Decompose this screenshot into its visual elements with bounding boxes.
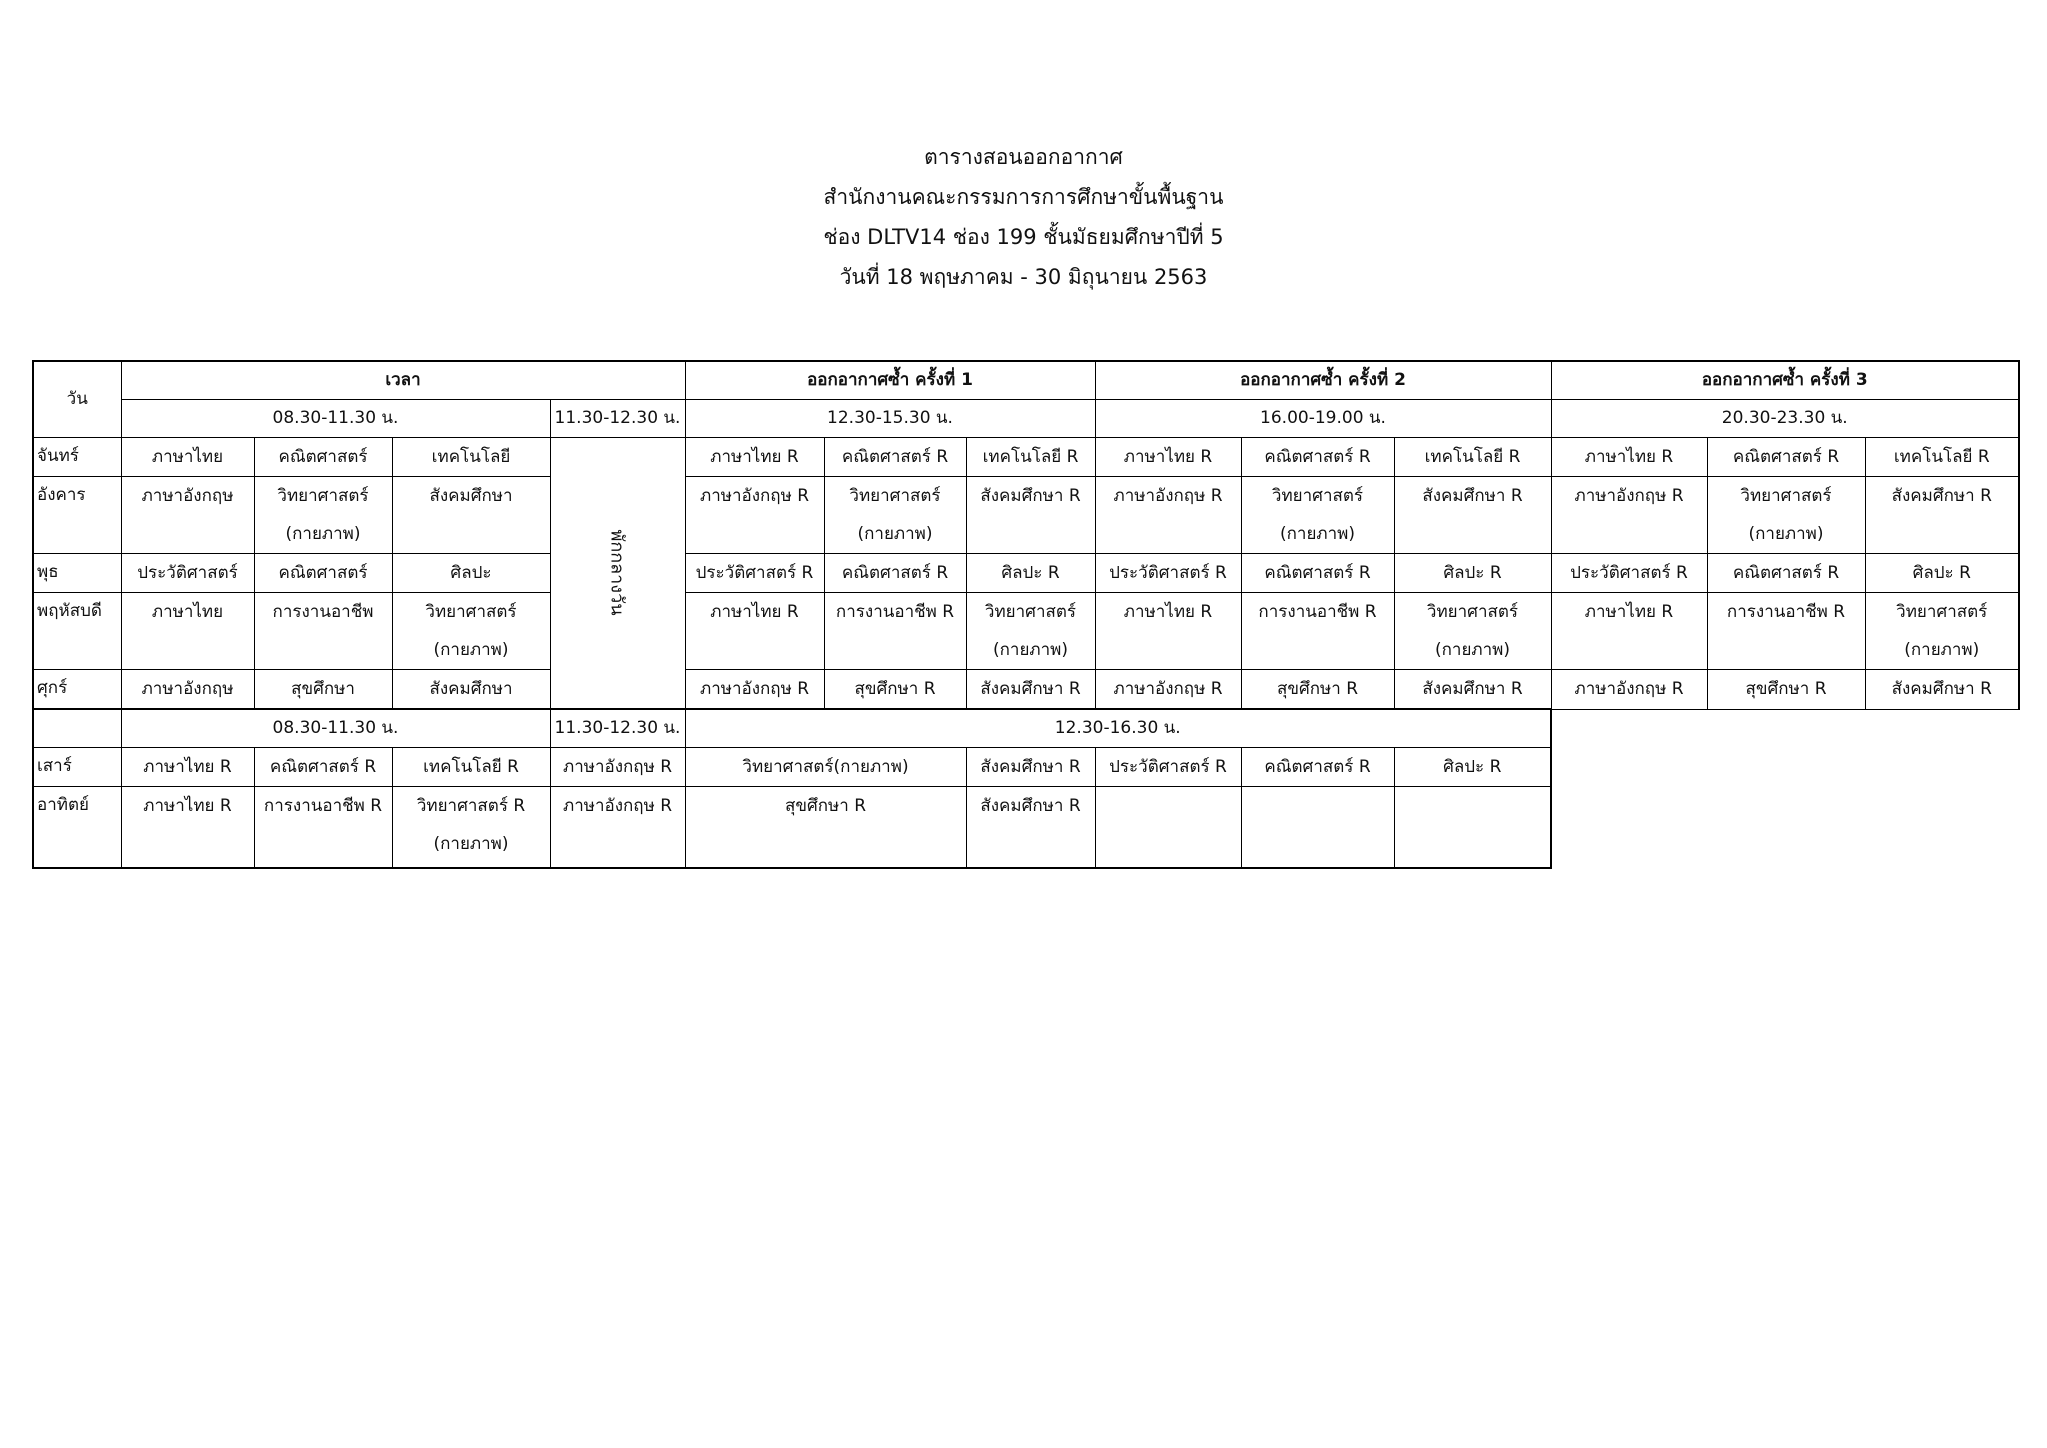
- rerun-header: ออกอากาศซ้ำ ครั้งที่ 1: [685, 361, 1095, 400]
- cell-text: (กายภาพ): [433, 640, 509, 660]
- weekday-row: [33, 554, 2019, 593]
- rerun-slot: [1865, 477, 2019, 554]
- cell-text: ภาษาอังกฤษ R: [1113, 486, 1223, 506]
- cell-text: วิทยาศาสตร์: [1896, 602, 1988, 622]
- cell-text: วิทยาศาสตร์: [1740, 486, 1832, 506]
- cell-text: คณิตศาสตร์ R: [1264, 757, 1371, 777]
- broadcast-schedule-table: [32, 360, 2020, 869]
- rerun-slot: [685, 670, 824, 710]
- time-row: [33, 400, 2019, 438]
- live-slot: [121, 554, 254, 593]
- cell-text: ภาษาอังกฤษ R: [699, 486, 810, 506]
- rerun-slot: [1394, 670, 1551, 710]
- rerun-slot: [1095, 438, 1241, 477]
- cell-text: (กายภาพ): [1434, 640, 1511, 660]
- rerun-slot: [966, 670, 1095, 710]
- rerun-slot: [685, 554, 824, 593]
- time-slot: 12.30-15.30 น.: [685, 400, 1095, 438]
- rerun-slot: [1394, 438, 1551, 477]
- cell-text: ภาษาอังกฤษ R: [1574, 486, 1684, 506]
- title-line: ตารางสอนออกอากาศ: [924, 145, 1123, 169]
- cell-text: เทคโนโลยี R: [1893, 447, 1990, 467]
- live-slot: [254, 438, 392, 477]
- weekend-slot: [685, 748, 966, 787]
- cell-text: ภาษาไทย: [151, 447, 224, 467]
- live-slot: [121, 477, 254, 554]
- schedule-body: [33, 361, 2019, 868]
- day-label: พฤหัสบดี: [33, 593, 121, 670]
- cell-text: การงานอาชีพ R: [1726, 602, 1846, 622]
- time-slot: 20.30-23.30 น.: [1551, 400, 2019, 438]
- cell-text: สุขศึกษา R: [1276, 679, 1359, 699]
- live-slot: [254, 477, 392, 554]
- live-slot: [121, 438, 254, 477]
- cell-text: ภาษาไทย R: [1123, 602, 1213, 622]
- weekend-row: [33, 787, 2019, 869]
- cell-text: (กายภาพ): [992, 640, 1069, 660]
- cell-text: วิทยาศาสตร์: [1426, 602, 1519, 622]
- cell-text: สุขศึกษา R: [1745, 679, 1827, 699]
- cell-text: (กายภาพ): [433, 834, 509, 854]
- cell-text: คณิตศาสตร์ R: [1264, 447, 1371, 467]
- rerun-slot: [966, 477, 1095, 554]
- cell-text: ภาษาอังกฤษ R: [1113, 679, 1223, 699]
- rerun-header: ออกอากาศซ้ำ ครั้งที่ 2: [1095, 361, 1551, 400]
- cell-text: ศิลปะ R: [1001, 563, 1060, 583]
- rerun-slot: [1865, 593, 2019, 670]
- rerun-header: ออกอากาศซ้ำ ครั้งที่ 3: [1551, 361, 2019, 400]
- weekend-slot: [685, 787, 966, 869]
- rerun-slot: [1865, 554, 2019, 593]
- cell-text: ภาษาไทย R: [710, 602, 799, 622]
- cell-text: ภาษาไทย R: [1584, 447, 1674, 467]
- weekday-row: [33, 477, 2019, 554]
- blank-area: [1551, 709, 2019, 748]
- rerun-slot: [1865, 670, 2019, 710]
- rerun-slot: [1707, 477, 1865, 554]
- cell-text: วิทยาศาสตร์: [849, 486, 941, 506]
- cell-text: คณิตศาสตร์ R: [841, 563, 949, 583]
- rerun-slot: [1394, 554, 1551, 593]
- day-label: อังคาร: [33, 477, 121, 554]
- day-label: ศุกร์: [33, 670, 121, 710]
- cell-text: ภาษาไทย R: [143, 757, 232, 777]
- live-slot: [392, 438, 550, 477]
- cell-text: สังคมศึกษา: [429, 679, 513, 699]
- weekday-row: [33, 438, 2019, 477]
- subtitle-line: สำนักงานคณะกรรมการการศึกษาขั้นพื้นฐาน: [823, 185, 1224, 209]
- lunch-break-label: พักกลางวัน: [606, 529, 628, 616]
- cell-text: สังคมศึกษา R: [980, 679, 1081, 699]
- cell-text: ภาษาไทย R: [710, 447, 799, 467]
- cell-text: ภาษาอังกฤษ R: [699, 679, 810, 699]
- weekend-slot: [121, 787, 254, 869]
- cell-text: สังคมศึกษา R: [1422, 679, 1523, 699]
- cell-text: ภาษาไทย R: [143, 796, 232, 816]
- live-slot: [392, 477, 550, 554]
- rerun-slot: [824, 477, 966, 554]
- rerun-slot: [1095, 477, 1241, 554]
- cell-text: ภาษาอังกฤษ: [141, 679, 234, 699]
- cell-text: เทคโนโลยี R: [423, 757, 519, 777]
- cell-text: ศิลปะ R: [1912, 563, 1971, 583]
- weekend-slot: [121, 748, 254, 787]
- time-slot: 11.30-12.30 น.: [550, 709, 685, 748]
- rerun-slot: [1241, 477, 1394, 554]
- header-row: [33, 361, 2019, 400]
- rerun-slot: [1707, 670, 1865, 710]
- cell-text: ภาษาไทย R: [1584, 602, 1674, 622]
- cell-text: ศิลปะ R: [1443, 757, 1502, 777]
- live-slot: [254, 593, 392, 670]
- cell-text: เทคโนโลยี R: [982, 447, 1079, 467]
- rerun-slot: [1707, 554, 1865, 593]
- day-label: จันทร์: [33, 438, 121, 477]
- live-slot: [392, 554, 550, 593]
- cell-text: วิทยาศาสตร์: [1271, 486, 1364, 506]
- rerun-slot: [966, 554, 1095, 593]
- weekday-row: [33, 593, 2019, 670]
- weekend-slot: [966, 748, 1095, 787]
- rerun-slot: [824, 593, 966, 670]
- cell-text: การงานอาชีพ: [272, 602, 374, 622]
- weekend-slot: [966, 787, 1095, 869]
- document-header: [0, 137, 2047, 297]
- cell-text: คณิตศาสตร์ R: [841, 447, 949, 467]
- weekend-slot: [254, 787, 392, 869]
- weekend-slot: [1095, 748, 1241, 787]
- cell-text: การงานอาชีพ R: [263, 796, 383, 816]
- cell-text: ศิลปะ R: [1443, 563, 1502, 583]
- cell-text: (กายภาพ): [1904, 640, 1980, 660]
- time-slot: 16.00-19.00 น.: [1095, 400, 1551, 438]
- time-header: เวลา: [121, 361, 685, 400]
- weekend-slot: [1095, 787, 1241, 869]
- live-slot: [121, 593, 254, 670]
- weekend-slot: [1394, 748, 1551, 787]
- rerun-slot: [1551, 554, 1707, 593]
- rerun-slot: [1095, 554, 1241, 593]
- blank-area: [1551, 748, 2019, 787]
- time-slot: 11.30-12.30 น.: [550, 400, 685, 438]
- rerun-slot: [1241, 438, 1394, 477]
- cell-text: ภาษาไทย R: [1123, 447, 1213, 467]
- cell-text: คณิตศาสตร์ R: [1732, 447, 1840, 467]
- day-label: เสาร์: [33, 748, 121, 787]
- cell-text: (กายภาพ): [1279, 524, 1356, 544]
- rerun-slot: [685, 593, 824, 670]
- weekend-slot: [1241, 787, 1394, 869]
- date-range-line: วันที่ 18 พฤษภาคม - 30 มิถุนายน 2563: [839, 265, 1208, 289]
- cell-text: วิทยาศาสตร์: [984, 602, 1077, 622]
- weekend-row: [33, 748, 2019, 787]
- cell-text: ประวัติศาสตร์: [137, 563, 238, 583]
- rerun-slot: [1394, 593, 1551, 670]
- rerun-slot: [824, 554, 966, 593]
- cell-text: คณิตศาสตร์ R: [1732, 563, 1840, 583]
- rerun-slot: [1241, 554, 1394, 593]
- time-slot: 12.30-16.30 น.: [685, 709, 1551, 748]
- lunch-break-cell: [550, 438, 685, 710]
- rerun-slot: [1095, 670, 1241, 710]
- rerun-slot: [824, 438, 966, 477]
- cell-text: ประวัติศาสตร์ R: [1109, 563, 1227, 583]
- live-slot: [254, 554, 392, 593]
- cell-text: สังคมศึกษา R: [980, 796, 1081, 816]
- cell-text: ภาษาอังกฤษ: [141, 486, 234, 506]
- cell-text: วิทยาศาสตร์ R: [416, 796, 526, 816]
- rerun-slot: [1241, 670, 1394, 710]
- cell-text: คณิตศาสตร์: [278, 447, 368, 467]
- blank-area: [1551, 787, 2019, 869]
- cell-text: สังคมศึกษา R: [1422, 486, 1523, 506]
- day-header: วัน: [33, 361, 121, 438]
- cell-text: ภาษาอังกฤษ R: [562, 757, 673, 777]
- rerun-slot: [1551, 477, 1707, 554]
- weekend-time-row: [33, 709, 2019, 748]
- live-slot: [254, 670, 392, 710]
- live-slot: [121, 670, 254, 710]
- cell-text: เทคโนโลยี R: [1424, 447, 1521, 467]
- cell-text: ประวัติศาสตร์ R: [1109, 757, 1227, 777]
- cell-text: (กายภาพ): [285, 524, 361, 544]
- cell-text: วิทยาศาสตร์: [277, 486, 369, 506]
- cell-text: วิทยาศาสตร์: [425, 602, 517, 622]
- cell-text: การงานอาชีพ R: [1258, 602, 1377, 622]
- rerun-slot: [1707, 438, 1865, 477]
- rerun-slot: [1551, 670, 1707, 710]
- weekend-slot: [550, 748, 685, 787]
- weekend-slot: [254, 748, 392, 787]
- rerun-slot: [1241, 593, 1394, 670]
- cell-text: ศิลปะ: [450, 563, 492, 583]
- cell-text: สังคมศึกษา R: [1891, 486, 1992, 506]
- cell-text: สังคมศึกษา: [429, 486, 513, 506]
- cell-text: ประวัติศาสตร์ R: [695, 563, 814, 583]
- cell-text: วิทยาศาสตร์(กายภาพ): [742, 757, 909, 777]
- cell-text: การงานอาชีพ R: [835, 602, 955, 622]
- cell-text: ภาษาอังกฤษ R: [562, 796, 673, 816]
- rerun-slot: [824, 670, 966, 710]
- cell-text: (กายภาพ): [857, 524, 933, 544]
- rerun-slot: [1095, 593, 1241, 670]
- cell-text: สังคมศึกษา R: [980, 486, 1081, 506]
- rerun-slot: [685, 477, 824, 554]
- weekend-slot: [392, 787, 550, 869]
- weekend-slot: [1394, 787, 1551, 869]
- cell-text: (กายภาพ): [1748, 524, 1824, 544]
- rerun-slot: [1551, 438, 1707, 477]
- cell-text: คณิตศาสตร์ R: [1264, 563, 1371, 583]
- weekend-slot: [1241, 748, 1394, 787]
- cell-text: ภาษาไทย: [151, 602, 224, 622]
- live-slot: [392, 670, 550, 710]
- cell-text: ภาษาอังกฤษ R: [1574, 679, 1684, 699]
- cell-text: คณิตศาสตร์: [278, 563, 368, 583]
- rerun-slot: [966, 438, 1095, 477]
- rerun-slot: [966, 593, 1095, 670]
- cell-text: สุขศึกษา R: [854, 679, 936, 699]
- weekday-row: [33, 670, 2019, 710]
- cell-text: คณิตศาสตร์ R: [269, 757, 377, 777]
- day-label: พุธ: [33, 554, 121, 593]
- day-label: อาทิตย์: [33, 787, 121, 869]
- cell-text: สังคมศึกษา R: [980, 757, 1081, 777]
- rerun-slot: [1865, 438, 2019, 477]
- cell-text: สุขศึกษา: [291, 679, 355, 699]
- cell-text: สังคมศึกษา R: [1891, 679, 1992, 699]
- cell-text: เทคโนโลยี: [431, 447, 511, 467]
- rerun-slot: [1551, 593, 1707, 670]
- time-slot: 08.30-11.30 น.: [121, 709, 550, 748]
- rerun-slot: [685, 438, 824, 477]
- time-slot: 08.30-11.30 น.: [121, 400, 550, 438]
- weekend-slot: [550, 787, 685, 869]
- rerun-slot: [1394, 477, 1551, 554]
- channel-line: ช่อง DLTV14 ช่อง 199 ชั้นมัธยมศึกษาปีที่ 5: [823, 225, 1224, 249]
- cell-text: สุขศึกษา R: [784, 796, 867, 816]
- rerun-slot: [1707, 593, 1865, 670]
- cell-text: ประวัติศาสตร์ R: [1570, 563, 1688, 583]
- weekend-slot: [392, 748, 550, 787]
- live-slot: [392, 593, 550, 670]
- empty-cell: [33, 709, 121, 748]
